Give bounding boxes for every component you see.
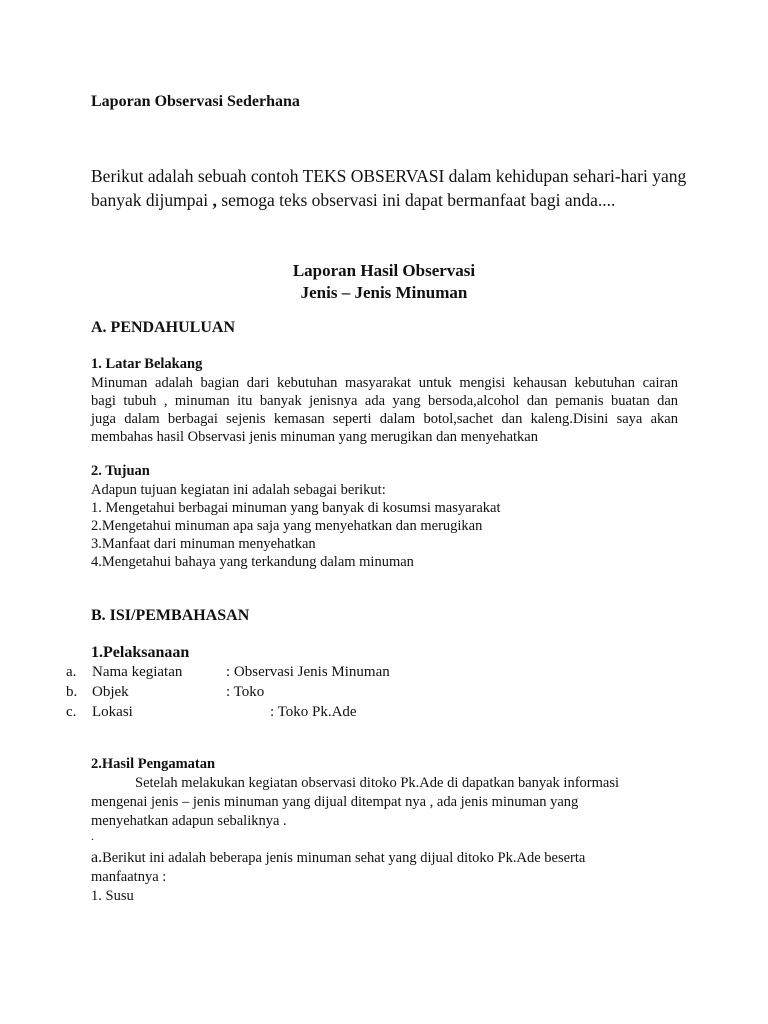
row-label: Nama kegiatan: [92, 664, 183, 680]
intro-text-start: Berikut adalah sebuah contoh TEKS OBSERVASI dalam kehidupan sehari-hari yang banyak dijumpai: [91, 166, 687, 210]
hasil-paragraph: [91, 774, 619, 831]
pelaksanaan-heading: 1.Pelaksanaan: [91, 644, 190, 661]
row-value: : Toko Pk.Ade: [270, 704, 357, 720]
list-item: 3.Manfaat dari minuman menyehatkan: [91, 536, 316, 552]
paragraph-line: menyehatkan adapun sebaliknya .: [91, 813, 287, 829]
row-label: Objek: [92, 684, 129, 700]
list-marker: a.: [91, 849, 103, 866]
list-item: 4.Mengetahui bahaya yang terkandung dalam minuman: [91, 554, 414, 570]
row-marker: a.: [66, 664, 77, 680]
report-title-line2: Jenis – Jenis Minuman: [300, 283, 468, 302]
list-intro-cont: manfaatnya :: [91, 869, 167, 885]
paragraph-line: Setelah melakukan kegiatan observasi ditoko Pk.Ade di dapatkan banyak informasi: [135, 775, 620, 791]
section-b-heading: B. ISI/PEMBAHASAN: [91, 607, 250, 624]
row-value: : Observasi Jenis Minuman: [226, 664, 390, 680]
paragraph-line: bagi tubuh , minuman itu banyak jenisnya ada yang bersoda,alcohol dan pemanis buatan dan: [91, 393, 678, 409]
paragraph-line: Minuman adalah bagian dari kebutuhan masyarakat untuk mengisi kehausan kebutuhan cairan: [91, 375, 678, 391]
row-marker: c.: [66, 704, 77, 720]
list-item: 1. Mengetahui berbagai minuman yang banyak di kosumsi masyarakat: [91, 500, 501, 516]
paragraph-line: juga dalam berbagai sejenis kemasan seperti dalam botol,sachet dan kaleng.Disini saya akan: [91, 411, 678, 427]
sehat-list: [91, 848, 585, 906]
intro-text-end: semoga teks observasi ini dapat bermanfaat bagi anda....: [216, 190, 616, 210]
list-intro: [91, 848, 585, 868]
list-intro-text: Berikut ini adalah beberapa jenis minuman sehat yang dijual ditoko Pk.Ade beserta: [102, 850, 586, 866]
list-item: Adapun tujuan kegiatan ini adalah sebagai berikut:: [91, 482, 386, 498]
latar-belakang-heading: 1. Latar Belakang: [91, 356, 203, 372]
row-label: Lokasi: [92, 704, 133, 720]
tujuan-heading: 2. Tujuan: [91, 463, 150, 479]
section-a-heading: A. PENDAHULUAN: [91, 319, 235, 336]
dot-separator: .: [91, 829, 94, 843]
paragraph-line: membahas hasil Observasi jenis minuman yang merugikan dan menyehatkan: [91, 429, 538, 445]
intro-paragraph: [91, 164, 691, 212]
paragraph-line: mengenai jenis – jenis minuman yang dijual ditempat nya , ada jenis minuman yang: [91, 794, 579, 810]
list-item: 2.Mengetahui minuman apa saja yang menyehatkan dan merugikan: [91, 518, 483, 534]
document-title: Laporan Observasi Sederhana: [91, 93, 300, 110]
hasil-pengamatan-heading: 2.Hasil Pengamatan: [91, 756, 216, 772]
report-title-line1: Laporan Hasil Observasi: [292, 261, 476, 280]
row-value: : Toko: [226, 684, 265, 700]
intro-comma: ,: [212, 190, 217, 210]
tujuan-list: [91, 481, 501, 571]
row-marker: b.: [66, 684, 78, 700]
latar-belakang-paragraph: [91, 374, 678, 446]
list-item: 1. Susu: [91, 888, 134, 904]
